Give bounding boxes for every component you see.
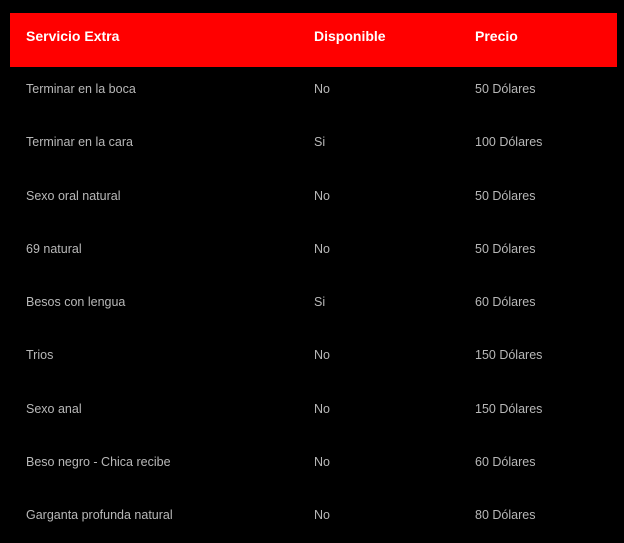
- table-row: [10, 174, 617, 227]
- header-available: Disponible: [314, 28, 386, 44]
- cell-price: 50 Dólares: [475, 188, 536, 203]
- cell-price: 80 Dólares: [475, 508, 536, 523]
- cell-available: No: [314, 82, 330, 96]
- header-price: Precio: [475, 28, 518, 44]
- table-header: [10, 13, 617, 67]
- table-row: [10, 493, 617, 543]
- cell-available: Si: [314, 295, 326, 310]
- table-row: [10, 387, 617, 440]
- cell-available: No: [314, 401, 330, 416]
- cell-service: Besos con lengua: [26, 295, 126, 310]
- cell-service: Terminar en la cara: [26, 135, 133, 150]
- cell-service: Terminar en la boca: [26, 82, 136, 96]
- cell-service: Trios: [26, 348, 54, 363]
- table-row: [10, 227, 617, 280]
- cell-price: 150 Dólares: [475, 348, 543, 363]
- table-row: [10, 280, 617, 333]
- table-row: [10, 333, 617, 386]
- cell-available: No: [314, 188, 330, 203]
- cell-price: 100 Dólares: [475, 135, 543, 150]
- cell-service: Garganta profunda natural: [26, 508, 173, 523]
- cell-available: No: [314, 241, 330, 256]
- table-row: [10, 67, 617, 120]
- table-row: [10, 440, 617, 493]
- cell-service: Sexo oral natural: [26, 188, 121, 203]
- cell-available: No: [314, 455, 330, 470]
- header-service: Servicio Extra: [26, 28, 120, 44]
- cell-available: No: [314, 348, 330, 363]
- cell-service: 69 natural: [26, 241, 82, 256]
- cell-service: Beso negro - Chica recibe: [26, 455, 171, 470]
- cell-available: Si: [314, 135, 326, 150]
- cell-service: Sexo anal: [26, 401, 82, 416]
- cell-price: 60 Dólares: [475, 455, 536, 470]
- table-row: [10, 120, 617, 173]
- extra-services-table: [10, 13, 617, 543]
- cell-available: No: [314, 508, 330, 523]
- cell-price: 50 Dólares: [475, 82, 536, 96]
- cell-price: 150 Dólares: [475, 401, 543, 416]
- cell-price: 50 Dólares: [475, 241, 536, 256]
- cell-price: 60 Dólares: [475, 295, 536, 310]
